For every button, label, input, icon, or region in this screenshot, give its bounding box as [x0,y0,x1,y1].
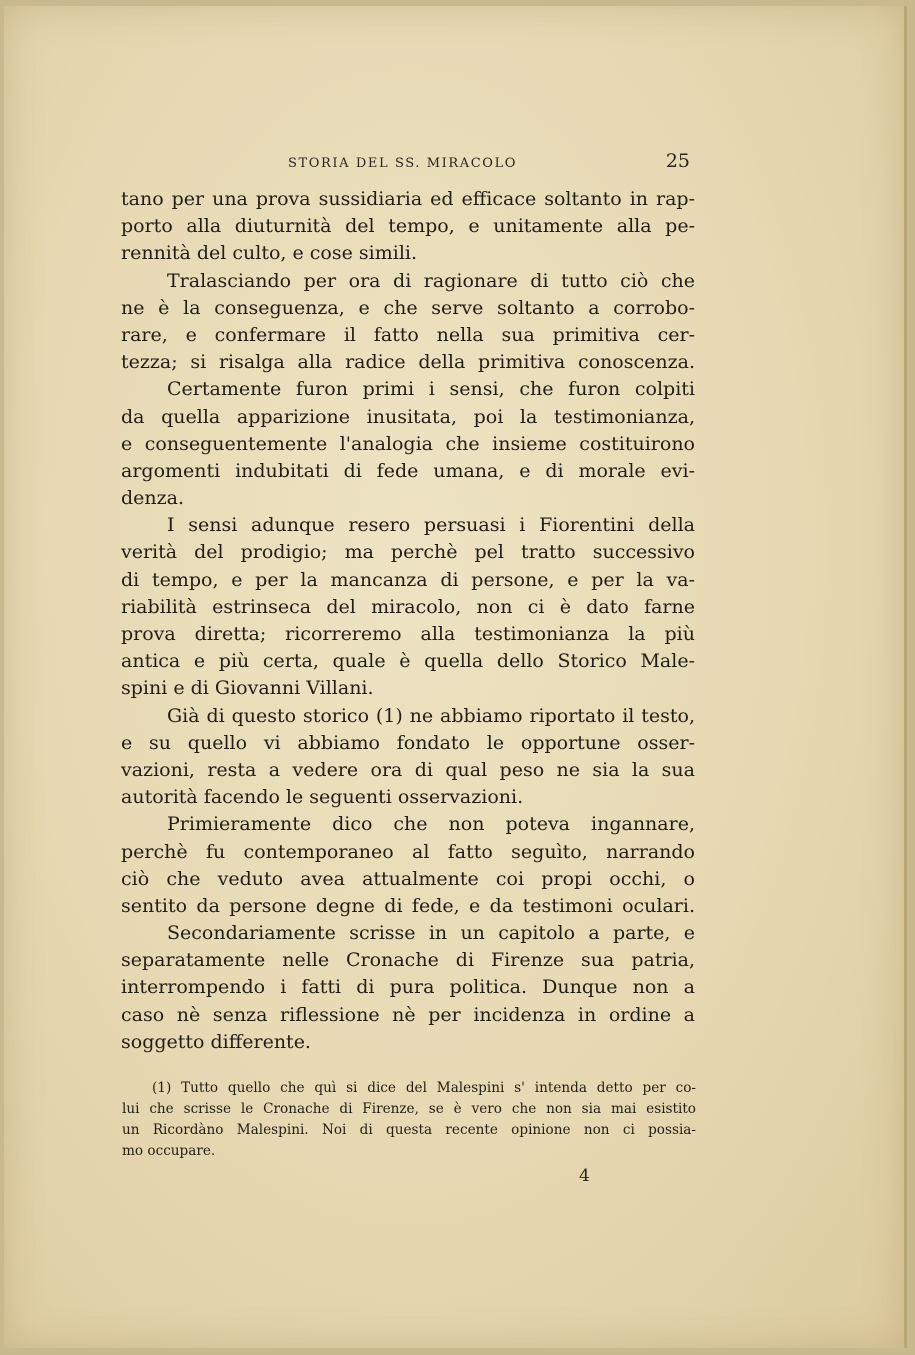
book-page [4,6,907,1348]
text-line: Certamente furon primi i sensi, che furon colpiti [167,378,695,401]
text-line: spini e di Giovanni Villani. [121,677,374,700]
text-line: perchè fu contemporaneo al fatto seguìto, narrando [121,840,695,863]
text-line: verità del prodigio; ma perchè pel tratto successivo [121,541,695,564]
text-line: vazioni, resta a vedere ora di qual peso ne sia la sua [121,758,695,781]
text-line: denza. [121,487,185,510]
text-line: antica e più certa, quale è quella dello Storico Male- [121,650,695,673]
footnote-line: (1) Tutto quello che quì si dice del Malespini s' intenda detto per co- [152,1080,696,1096]
text-line: separatamente nelle Cronache di Firenze sua patria, [121,949,695,972]
text-line: rare, e confermare il fatto nella sua primitiva cer- [121,323,695,346]
text-line: Tralasciando per ora di ragionare di tutto ciò che [167,269,695,292]
text-line: da quella apparizione inusitata, poi la testimonianza, [121,405,695,428]
text-line: Già di questo storico (1) ne abbiamo riportato il testo, [167,704,695,727]
text-line: porto alla diuturnità del tempo, e unitamente alla pe- [121,215,695,238]
running-title: STORIA DEL SS. MIRACOLO [288,156,518,171]
text-line: tezza; si risalga alla radice della primitiva conoscenza. [121,351,695,374]
footnote-line: un Ricordàno Malespini. Noi di questa recente opinione non ci possia- [122,1122,696,1138]
text-line: e conseguentemente l'analogia che insieme costituirono [121,432,695,455]
page-number: 25 [665,150,690,172]
text-line: tano per una prova sussidiaria ed efficace soltanto in rap- [121,188,695,210]
text-line: soggetto differente. [121,1030,311,1053]
text-line: sentito da persone degne di fede, e da testimoni oculari. [121,894,695,917]
text-line: riabilità estrinseca del miracolo, non ci è dato farne [121,595,695,618]
text-line: rennità del culto, e cose simili. [121,242,418,265]
text-line: autorità facendo le seguenti osservazioni. [121,786,524,809]
text-line: caso nè senza riflessione nè per incidenza in ordine a [121,1003,695,1026]
footnote [122,1078,696,1162]
signature-mark: 4 [579,1166,590,1186]
footnote-line: lui che scrisse le Cronache di Firenze, se è vero che non sia mai esistito [122,1101,696,1117]
text-line: Primieramente dico che non poteva ingannare, [167,813,695,836]
body-text [121,186,695,1056]
text-line: ciò che veduto avea attualmente coi propi occhi, o [121,867,695,890]
text-line: I sensi adunque resero persuasi i Fiorentini della [167,514,695,537]
text-line: Secondariamente scrisse in un capitolo a parte, e [167,922,695,945]
text-line: argomenti indubitati di fede umana, e di morale evi- [121,459,695,482]
text-line: di tempo, e per la mancanza di persone, e per la va- [121,568,695,591]
text-line: prova diretta; ricorreremo alla testimonianza la più [121,623,695,645]
text-line: interrompendo i fatti di pura politica. Dunque non a [121,976,695,999]
footnote-line: mo occupare. [122,1143,216,1159]
page-header [120,148,694,178]
text-line: e su quello vi abbiamo fondato le opportune osser- [121,731,695,754]
text-line: ne è la conseguenza, e che serve soltanto a corrobo- [121,296,695,319]
